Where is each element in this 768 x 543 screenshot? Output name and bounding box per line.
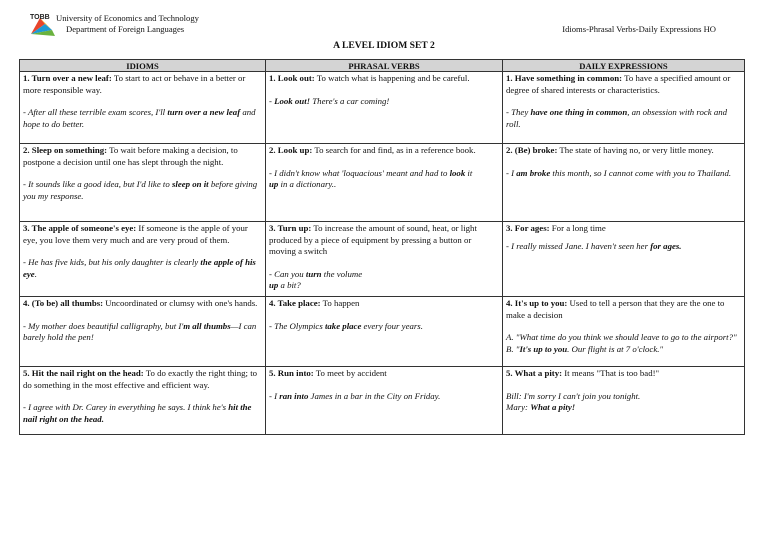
- definition-text: To happen: [320, 298, 360, 308]
- definition: [23, 298, 261, 310]
- term: 5. Run into:: [269, 368, 314, 378]
- spacer: [23, 391, 261, 402]
- example-text: - He has five kids, but his only daughter is clearly: [23, 257, 201, 267]
- idiom-cell: [20, 222, 266, 297]
- example-text: - Can you: [269, 268, 306, 279]
- example-text: the volume: [321, 268, 363, 279]
- spacer: [269, 157, 498, 168]
- phrasal-verb-cell: [266, 144, 503, 222]
- definition-text: To watch what is happening and be careful.: [314, 73, 470, 83]
- expression-cell: [503, 72, 745, 144]
- example-text: - I didn't know what 'loquacious' meant and had to: [269, 167, 450, 178]
- example-highlight: It's up to you: [519, 343, 568, 354]
- definition: [269, 298, 498, 310]
- term: 2. Sleep on something:: [23, 145, 108, 155]
- expression-cell: [503, 297, 745, 367]
- example-text: -: [269, 95, 275, 106]
- idiom-cell: [20, 367, 266, 435]
- term: 4. (To be) all thumbs:: [23, 298, 104, 308]
- definition-text: To have a specified amount or degree of shared interests or characteristics.: [506, 73, 731, 95]
- example-highlight: for ages.: [650, 240, 682, 251]
- definition: [23, 223, 261, 246]
- logo-text: TOBB: [30, 14, 50, 21]
- table-header-row: [20, 60, 745, 72]
- example-text: - It sounds like a good idea, but I'd like to: [23, 179, 172, 189]
- spacer: [269, 258, 498, 269]
- definition: [23, 145, 261, 168]
- definition: [506, 73, 740, 96]
- term: 3. For ages:: [506, 223, 550, 233]
- example-text: B. ": [506, 343, 520, 354]
- example-text: - They: [506, 107, 531, 117]
- example-highlight: look: [449, 167, 466, 178]
- definition-text: To meet by accident: [313, 368, 387, 378]
- example-text: , an obsession with rock and roll.: [506, 107, 728, 129]
- definition-text: To search for and find, as in a reference book.: [312, 145, 476, 155]
- definition: [506, 223, 740, 235]
- spacer: [23, 96, 261, 107]
- example: [23, 321, 261, 344]
- example-highlight: m all thumbs: [183, 320, 231, 331]
- example-highlight: the apple of his eye: [23, 257, 256, 279]
- definition: [23, 368, 261, 391]
- idiom-cell: [20, 72, 266, 144]
- definition-text: If someone is the apple of your eye, you love them very much and are very proud of them.: [23, 223, 248, 245]
- spacer: [506, 321, 740, 332]
- example-text: - I really missed Jane. I haven't seen her: [506, 240, 651, 251]
- example: [506, 168, 740, 180]
- example: [506, 391, 740, 414]
- example-text: - I: [269, 390, 280, 401]
- example-highlight: have one thing in common: [530, 107, 628, 117]
- example: [269, 321, 498, 333]
- term: 2. (Be) broke:: [506, 145, 558, 155]
- definition-text: It means "That is too bad!": [562, 368, 660, 378]
- spacer: [506, 157, 740, 168]
- definition: [23, 73, 261, 96]
- example-text: every four years.: [361, 320, 423, 331]
- example-text: Mary:: [506, 402, 531, 412]
- university-name: University of Economics and Technology: [56, 13, 199, 23]
- spacer: [269, 85, 498, 96]
- definition-text: To do exactly the right thing; to do something in the most effective and efficient way.: [23, 368, 258, 390]
- definition-text: To start to act or behave in a better or more responsible way.: [23, 73, 246, 95]
- definition: [269, 223, 498, 258]
- term: 3. Turn up:: [269, 223, 312, 233]
- definition-text: The state of having no, or very little money.: [557, 145, 714, 155]
- term: 5. What a pity:: [506, 368, 563, 378]
- example-text: Bill: I'm sorry I can't join you tonight.: [506, 390, 641, 401]
- spacer: [269, 380, 498, 391]
- example: [23, 257, 261, 280]
- definition-text: For a long time: [549, 223, 606, 233]
- example: [23, 402, 261, 425]
- term: 1. Look out:: [269, 73, 315, 83]
- example: [269, 391, 498, 403]
- idiom-cell: [20, 144, 266, 222]
- term: 2. Look up:: [269, 145, 313, 155]
- term: 1. Have something in common:: [506, 73, 623, 83]
- example: [506, 241, 740, 253]
- idiom-cell: [20, 297, 266, 367]
- spacer: [506, 96, 740, 107]
- example-highlight: ran into: [279, 390, 309, 401]
- phrasal-verb-cell: [266, 367, 503, 435]
- example-text: A. "What time do you think we should leave to go to the airport?": [506, 332, 737, 342]
- spacer: [23, 310, 261, 321]
- page-title: A LEVEL IDIOM SET 2: [333, 40, 435, 51]
- handout-title: Idioms-Phrasal Verbs-Daily Expressions HO: [562, 24, 716, 34]
- definition: [269, 145, 498, 157]
- example-text: in a dictionary..: [278, 179, 337, 189]
- example-highlight: sleep on it: [171, 179, 209, 189]
- example-highlight: Look out!: [274, 95, 311, 106]
- term: 3. The apple of someone's eye:: [23, 223, 137, 233]
- example: [23, 179, 261, 202]
- definition-text: Used to tell a person that they are the one to make a decision: [506, 298, 725, 320]
- example-text: it: [465, 167, 473, 178]
- phrasal-verb-cell: [266, 222, 503, 297]
- example-text: - After all these terrible exam scores, I'll: [23, 107, 168, 117]
- example-highlight: hit the nail right on the head.: [23, 402, 252, 424]
- example: [269, 269, 498, 292]
- example-highlight: up: [269, 179, 279, 189]
- term: 5. Hit the nail right on the head:: [23, 368, 144, 378]
- example-highlight: What a pity!: [530, 402, 576, 412]
- column-header-idioms: IDIOMS: [20, 60, 266, 72]
- example: [506, 332, 740, 355]
- example-text: - I agree with Dr. Carey in everything he says. I think he's: [23, 402, 229, 412]
- table-row: [20, 297, 745, 367]
- term: 4. It's up to you:: [506, 298, 568, 308]
- example-text: . Our flight is at 7 o'clock.": [567, 343, 664, 354]
- table-row: [20, 222, 745, 297]
- example-highlight: turn over a new leaf: [167, 107, 241, 117]
- example: [269, 168, 498, 191]
- definition: [506, 298, 740, 321]
- term: 4. Take place:: [269, 298, 321, 308]
- definition: [269, 368, 498, 380]
- spacer: [506, 380, 740, 391]
- phrasal-verb-cell: [266, 297, 503, 367]
- table-row: [20, 367, 745, 435]
- column-header-daily-expressions: DAILY EXPRESSIONS: [503, 60, 745, 72]
- table-row: [20, 72, 745, 144]
- department-name: Department of Foreign Languages: [66, 24, 185, 34]
- example-highlight: up: [269, 280, 279, 290]
- example-text: a bit?: [278, 280, 301, 290]
- expression-cell: [503, 222, 745, 297]
- idiom-table: [19, 59, 745, 435]
- example-highlight: take place: [324, 320, 362, 331]
- definition: [269, 73, 498, 85]
- table-row: [20, 144, 745, 222]
- definition: [506, 368, 740, 380]
- spacer: [23, 246, 261, 257]
- definition-text: Uncoordinated or clumsy with one's hands.: [103, 298, 258, 308]
- document-header: [28, 10, 748, 40]
- example-highlight: turn: [305, 268, 322, 279]
- example-text: this month, so I cannot come with you to Thailand.: [550, 167, 732, 178]
- example-text: .: [34, 268, 37, 279]
- example-text: —I can barely hold the pen!: [23, 320, 257, 342]
- expression-cell: [503, 144, 745, 222]
- example-text: before giving you my response.: [23, 179, 258, 201]
- spacer: [269, 310, 498, 321]
- example-highlight: am broke: [516, 167, 551, 178]
- term: 1. Turn over a new leaf:: [23, 73, 112, 83]
- example: [506, 107, 740, 130]
- definition-text: To increase the amount of sound, heat, or light produced by a piece of equipment by pressing a button or moving a switch: [269, 223, 477, 256]
- example: [23, 107, 261, 130]
- example-text: - I: [506, 167, 517, 178]
- phrasal-verb-cell: [266, 72, 503, 144]
- definition: [506, 145, 740, 157]
- expression-cell: [503, 367, 745, 435]
- example-text: and hope to do better.: [23, 107, 256, 129]
- spacer: [23, 168, 261, 179]
- example-text: There's a car coming!: [310, 95, 390, 106]
- column-header-phrasal-verbs: PHRASAL VERBS: [266, 60, 503, 72]
- definition-text: To wait before making a decision, to postpone a decision until one has slept through the night.: [23, 145, 238, 167]
- example-text: - The Olympics: [269, 320, 325, 331]
- example-text: - My mother does beautiful calligraphy, but I': [23, 320, 184, 331]
- university-logo: [28, 10, 58, 38]
- example: [269, 96, 498, 108]
- example-text: James in a bar in the City on Friday.: [308, 390, 441, 401]
